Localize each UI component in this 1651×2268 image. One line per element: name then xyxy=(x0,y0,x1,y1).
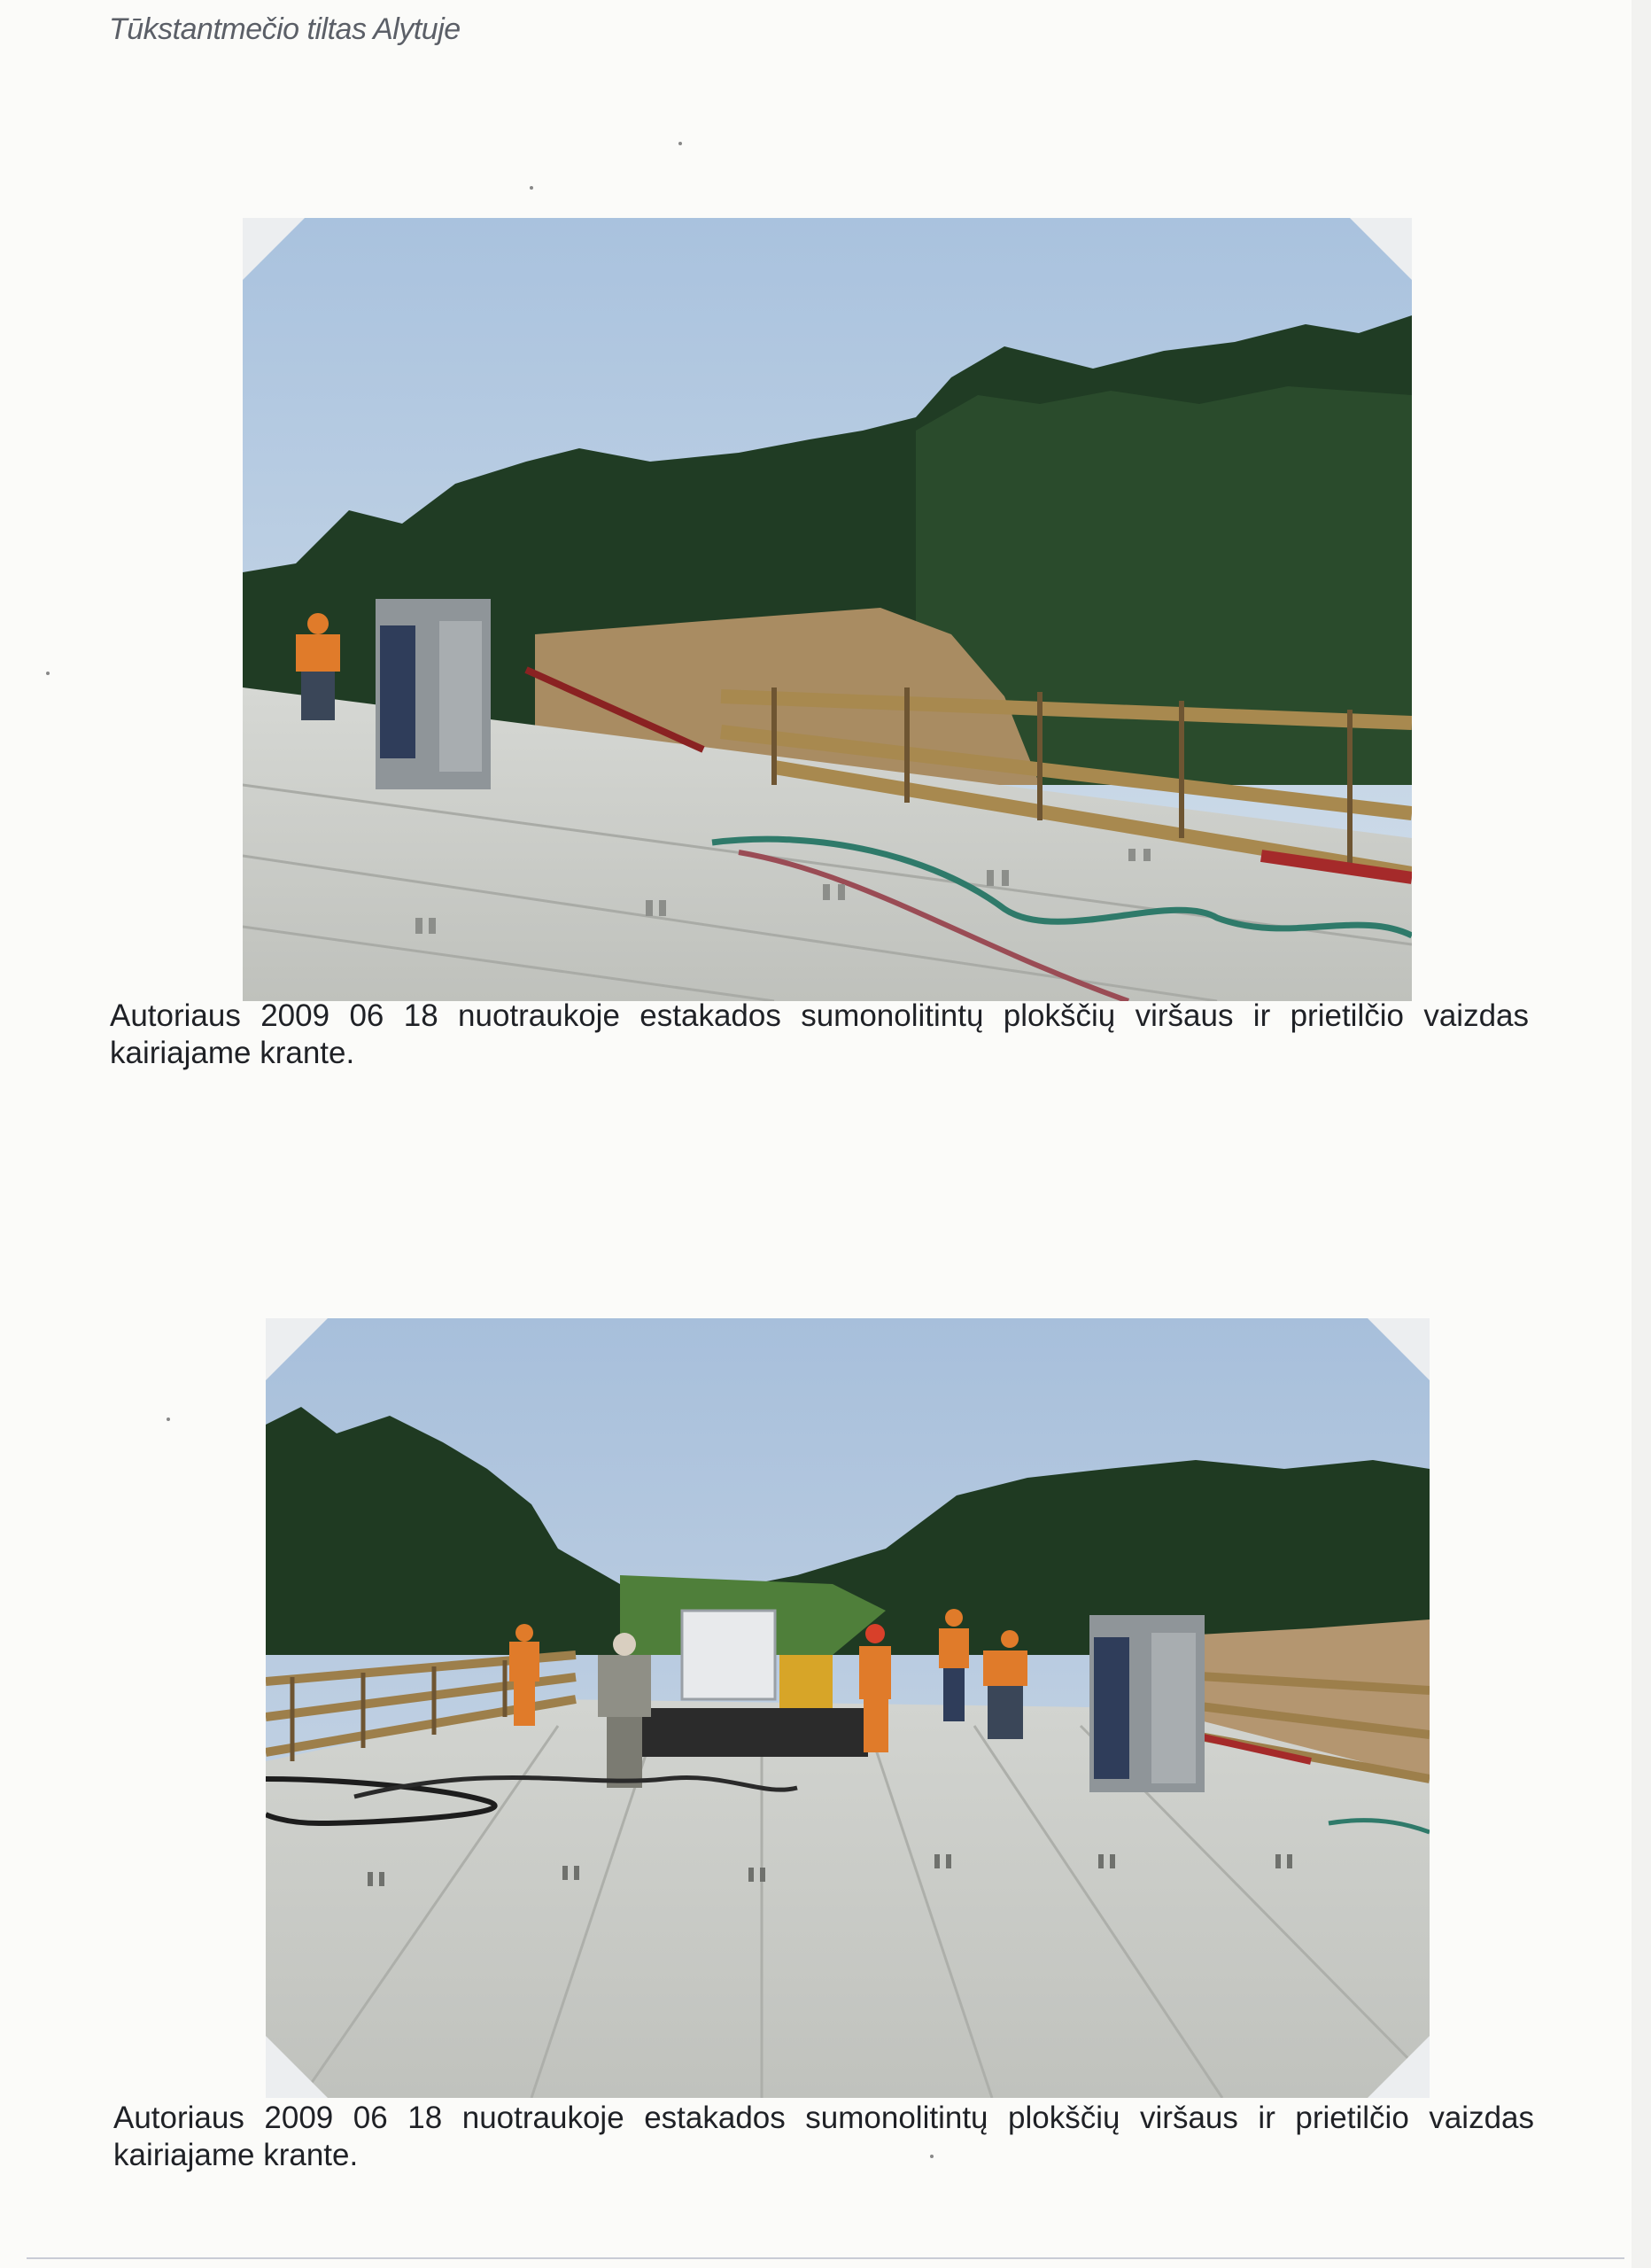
photo-1-illustration xyxy=(243,218,1412,1001)
scan-speck xyxy=(167,1418,170,1421)
page-header-title: Tūkstantmečio tiltas Alytuje xyxy=(109,12,461,46)
photo-2-caption: Autoriaus 2009 06 18 nuotraukoje estakados sumonolitintų plokščių viršaus ir prietilčio vaizdas kairiajame krante. xyxy=(113,2101,1534,2172)
scan-bottom-line xyxy=(27,2257,1624,2259)
photo-1-caption: Autoriaus 2009 06 18 nuotraukoje estakados sumonolitintų plokščių viršaus ir prietilčio vaizdas kairiajame krante. xyxy=(110,998,1529,1070)
photo-bridge-deck-left-bank-1 xyxy=(243,218,1412,1001)
photo-2-illustration xyxy=(266,1318,1430,2098)
photo-bridge-deck-left-bank-2 xyxy=(266,1318,1430,2098)
scan-speck xyxy=(930,2155,934,2158)
scan-speck xyxy=(46,672,50,675)
scan-speck xyxy=(530,186,533,190)
scan-edge xyxy=(1632,0,1651,2268)
scan-speck xyxy=(678,142,682,145)
